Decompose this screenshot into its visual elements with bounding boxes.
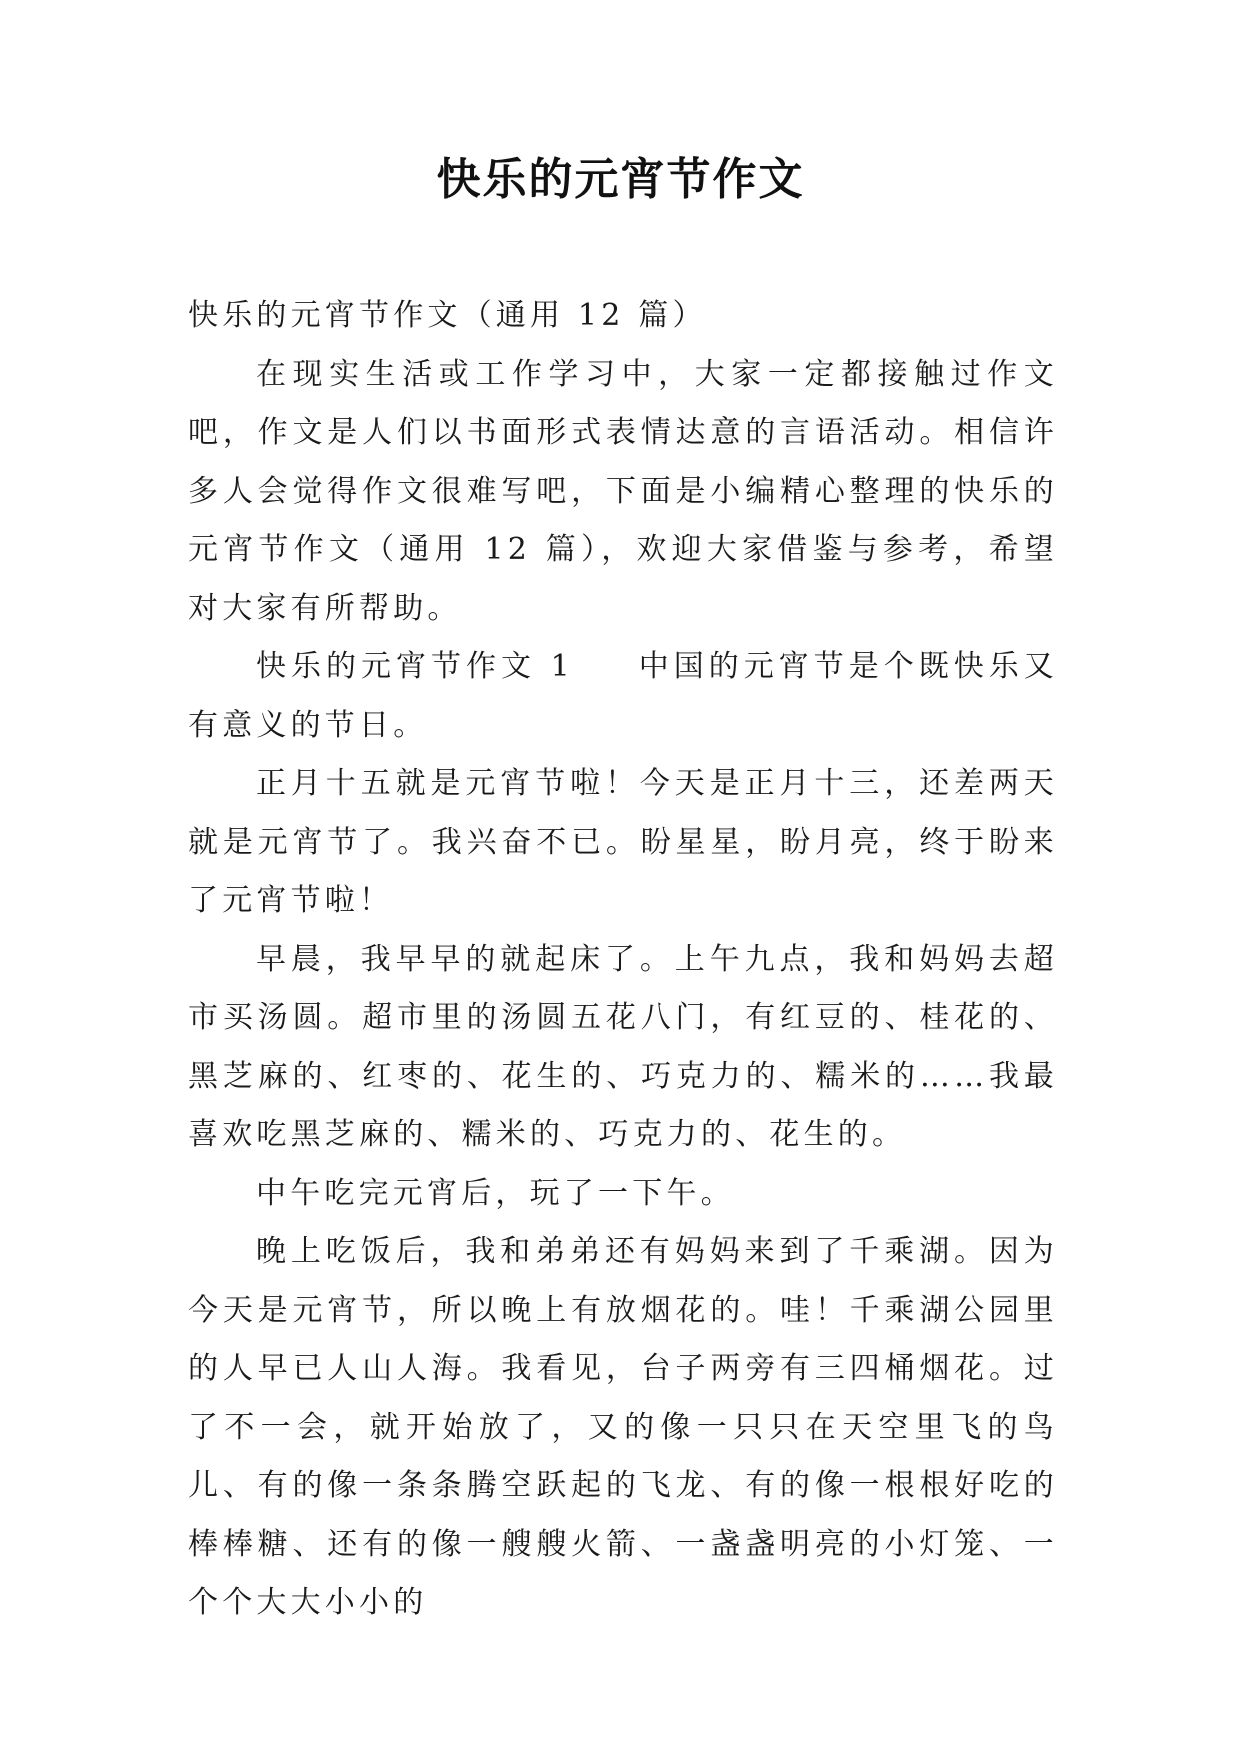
body-paragraph: 中午吃完元宵后，玩了一下午。 bbox=[256, 1175, 735, 1211]
document-body bbox=[188, 287, 1058, 1633]
essay-first-sentence: 中国的元宵节是个既快乐又有意义的节日。 bbox=[188, 649, 1059, 743]
document-title: 快乐的元宵节作文 bbox=[436, 154, 805, 205]
body-paragraph: 早晨，我早早的就起床了。上午九点，我和妈妈去超市买汤圆。超市里的汤圆五花八门，有红豆的、桂花的、黑芝麻的、红枣的、花生的、巧克力的、糯米的……我最喜欢吃黑芝麻的、糯米的、巧克力的、花生的。 bbox=[188, 941, 1058, 1152]
document-subtitle: 快乐的元宵节作文（通用 12 篇） bbox=[188, 298, 707, 333]
body-paragraph: 晚上吃饭后，我和弟弟还有妈妈来到了千乘湖。因为今天是元宵节，所以晚上有放烟花的。哇！千乘湖公园里的人早已人山人海。我看见，台子两旁有三四桶烟花。过了不一会，就开始放了，又的像一只只在天空里飞的鸟儿、有的像一条条腾空跃起的飞龙、有的像一根根好吃的棒棒糖、还有的像一艘艘火箭、一盏盏明亮的小灯笼、一个个大大小小的 bbox=[188, 1234, 1058, 1620]
essay-opening bbox=[188, 638, 1058, 755]
essay-heading: 快乐的元宵节作文 1 bbox=[256, 649, 574, 684]
intro-paragraph: 在现实生活或工作学习中，大家一定都接触过作文吧，作文是人们以书面形式表情达意的言语活动。相信许多人会觉得作文很难写吧，下面是小编精心整理的快乐的元宵节作文（通用 12 篇），欢迎大家借鉴与参考，希望对大家有所帮助。 bbox=[188, 356, 1058, 626]
body-paragraph: 正月十五就是元宵节啦！今天是正月十三，还差两天就是元宵节了。我兴奋不已。盼星星，盼月亮，终于盼来了元宵节啦！ bbox=[188, 766, 1058, 918]
